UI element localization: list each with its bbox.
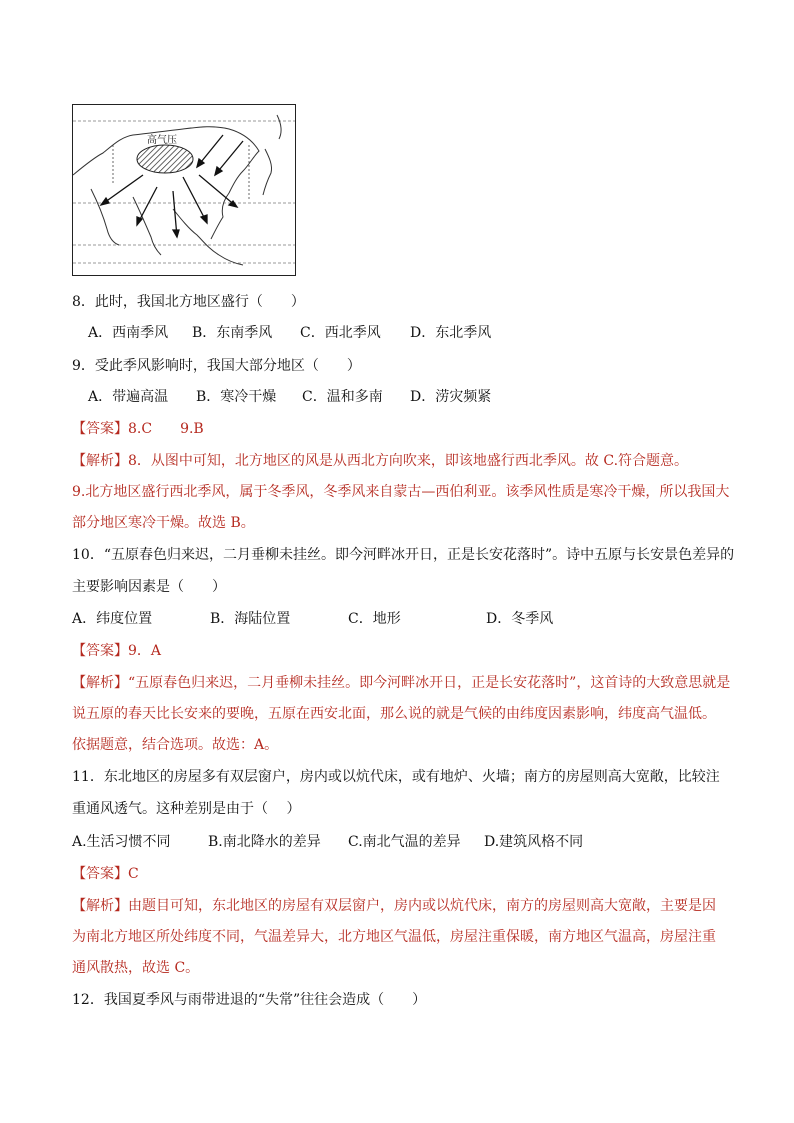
q10-stem-line1: 10．“五原春色归来迟，二月垂柳未挂丝。即今河畔冰开日，正是长安花落时”。诗中五原与长安景色差异的 (72, 547, 735, 563)
q9-option-b: B．寒冷干燥 (196, 389, 277, 405)
q11-stem-line1: 11．东北地区的房屋多有双层窗户，房内或以炕代床，或有地炉、火墙；南方的房屋则高大宽敞，比较注 (72, 769, 720, 785)
explanation-11-line1 (72, 896, 716, 916)
answer-text: 9．A (128, 643, 162, 659)
monsoon-map-figure (72, 104, 296, 276)
q10-option-c: C．地形 (348, 611, 401, 627)
q11-option-c: C.南北气温的差异 (348, 834, 461, 850)
high-pressure-label: 高气压 (147, 135, 177, 146)
q9-stem: 9．受此季风影响时，我国大部分地区（ ） (72, 358, 361, 374)
explanation-10-line2: 说五原的春天比长安来的要晚，五原在西安北面，那么说的就是气候的由纬度因素影响，纬度高气温低。 (72, 706, 716, 722)
q10-stem-line2: 主要影响因素是（ ） (72, 579, 226, 595)
explanation-tag: 【解析】 (72, 898, 128, 914)
q11-option-b: B.南北降水的差异 (208, 834, 321, 850)
q8-option-b: B．东南季风 (192, 325, 273, 341)
q10-option-a: A．纬度位置 (72, 611, 153, 627)
answer-8-9 (72, 419, 204, 439)
coastline (263, 149, 272, 195)
asia-pressure-map (73, 105, 295, 275)
q11-option-d: D.建筑风格不同 (484, 834, 584, 850)
explanation-tag: 【解析】 (72, 675, 128, 691)
explanation-10-line1 (72, 673, 730, 693)
answer-11 (72, 864, 139, 884)
coastline (277, 115, 281, 139)
explanation-8-9-line2: 9.北方地区盛行西北季风，属于冬季风，冬季风来自蒙古—西伯利亚。该季风性质是寒冷干燥，所以我国大 (72, 484, 730, 500)
coastline (91, 189, 119, 245)
wind-arrow-head (137, 217, 142, 225)
answer-10 (72, 641, 161, 661)
answer-tag: 【答案】 (72, 421, 128, 437)
explanation-10-line3: 依据题意，结合选项。故选：A。 (72, 737, 279, 753)
q8-option-d: D．东北季风 (410, 325, 492, 341)
q10-option-d: D．冬季风 (486, 611, 554, 627)
wind-arrow-head (173, 230, 179, 237)
explanation-text: 8．从图中可知，北方地区的风是从西北方向吹来，即该地盛行西北季风。故 C.符合题意。 (128, 453, 689, 469)
wind-arrow-head (101, 198, 109, 205)
explanation-11-line3: 通风散热，故选 C。 (72, 960, 200, 976)
high-pressure-area (137, 145, 193, 173)
explanation-11-line2: 为南北方地区所处纬度不同，气温差异大，北方地区气温低，房屋注重保暖，南方地区气温高，房屋注重 (72, 929, 716, 945)
explanation-8-9-line3: 部分地区寒冷干燥。故选 B。 (72, 515, 255, 531)
q9-option-a: A．带遍高温 (88, 389, 169, 405)
q12-stem: 12．我国夏季风与雨带进退的“失常”往往会造成（ ） (72, 992, 427, 1008)
q11-option-a: A.生活习惯不同 (72, 834, 171, 850)
answer-tag: 【答案】 (72, 643, 128, 659)
explanation-text: “五原春色归来迟，二月垂柳未挂丝。即今河畔冰开日，正是长安花落时”，这首诗的大致意思就是 (128, 675, 731, 691)
q9-option-c: C．温和多南 (302, 389, 383, 405)
q8-stem: 8．此时，我国北方地区盛行（ ） (72, 294, 305, 310)
q9-option-d: D．涝灾频紧 (410, 389, 492, 405)
answer-text: 8.C 9.B (128, 421, 204, 437)
q11-stem-line2: 重通风透气。这种差别是由于（ ） (72, 801, 301, 817)
q10-option-b: B．海陆位置 (210, 611, 291, 627)
answer-text: C (128, 866, 139, 882)
coastline (173, 209, 243, 265)
answer-tag: 【答案】 (72, 866, 128, 882)
wind-arrow-head (201, 215, 207, 223)
explanation-tag: 【解析】 (72, 453, 128, 469)
explanation-8-9-line1 (72, 451, 688, 471)
q8-option-a: A．西南季风 (88, 325, 169, 341)
q8-option-c: C．西北季风 (300, 325, 381, 341)
explanation-text: 由题目可知，东北地区的房屋有双层窗户，房内或以炕代床，南方的房屋则高大宽敞，主要是因 (128, 898, 716, 914)
